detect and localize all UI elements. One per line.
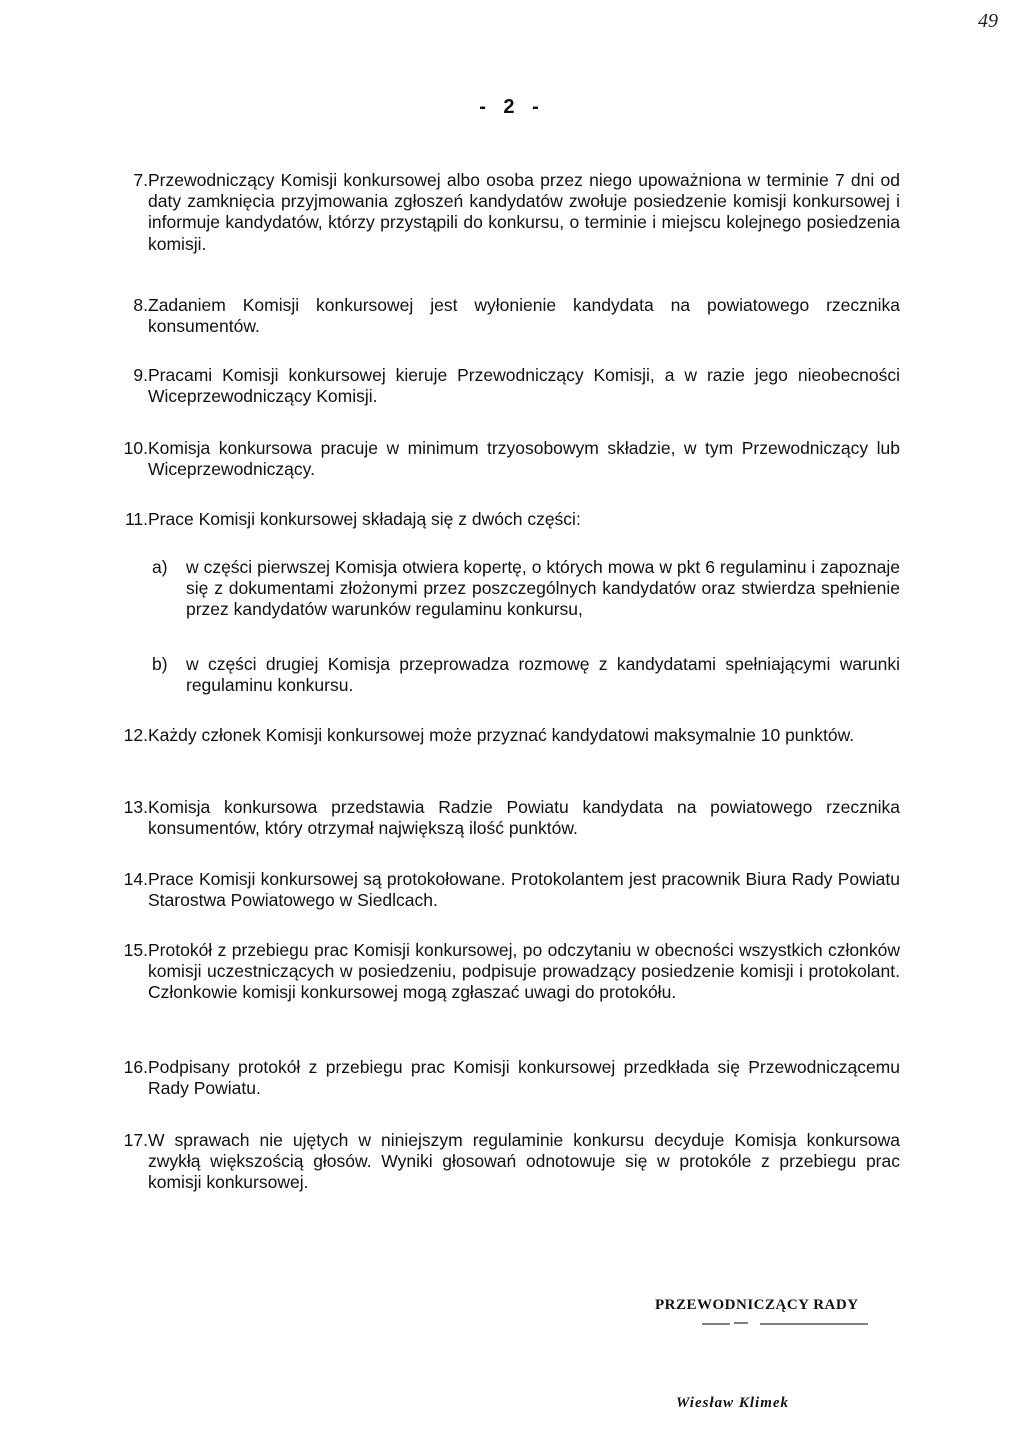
signatory-name: Wiesław Klimek	[676, 1395, 790, 1411]
item-text: Prace Komisji konkursowej składają się z dwóch części:	[148, 509, 581, 529]
list-item	[110, 509, 900, 530]
item-number: 16.	[123, 1057, 148, 1077]
list-item	[110, 1130, 900, 1194]
sub-item-label: a)	[152, 557, 168, 577]
item-number: 9.	[133, 365, 148, 385]
sub-list-item	[146, 557, 900, 621]
item-text: Każdy członek Komisji konkursowej może przyznać kandydatowi maksymalnie 10 punktów.	[148, 725, 855, 745]
item-number: 11.	[124, 509, 148, 529]
item-number: 7.	[133, 170, 148, 190]
sub-item-text: w części drugiej Komisja przeprowadza rozmowę z kandydatami spełniającymi warunki regulaminu konkursu.	[186, 654, 900, 696]
list-item	[110, 869, 900, 911]
sub-item-text: w części pierwszej Komisja otwiera kopertę, o których mowa w pkt 6 regulaminu i zapoznaje się z dokumentami złożonymi przez poszczególnych kandydatów oraz stwierdza spełnienie przez kandydatów warunków regulaminu konkursu,	[186, 557, 900, 620]
item-text: Podpisany protokół z przebiegu prac Komisji konkursowej przedkłada się Przewodniczącemu Rady Powiatu.	[148, 1057, 900, 1099]
item-text: Zadaniem Komisji konkursowej jest wyłonienie kandydata na powiatowego rzecznika konsumentów.	[148, 295, 900, 337]
sub-item-label: b)	[152, 654, 168, 674]
signature-title: PRZEWODNICZĄCY RADY	[655, 1297, 859, 1313]
item-text: Komisja konkursowa pracuje w minimum trzyosobowym składzie, w tym Przewodniczący lub Wiceprzewodniczący.	[148, 438, 900, 480]
item-text: Prace Komisji konkursowej są protokołowane. Protokolantem jest pracownik Biura Rady Powiatu Starostwa Powiatowego w Siedlcach.	[148, 869, 900, 911]
item-number: 14.	[123, 869, 148, 889]
page-number: - 2 -	[479, 96, 545, 118]
item-text: Pracami Komisji konkursowej kieruje Przewodniczący Komisji, a w razie jego nieobecności Wiceprzewodniczący Komisji.	[148, 365, 900, 407]
list-item	[110, 365, 900, 407]
item-number: 12.	[123, 725, 148, 745]
item-number: 10.	[123, 438, 148, 458]
item-number: 8.	[133, 295, 148, 315]
spacer	[0, 690, 1024, 691]
item-text: W sprawach nie ujętych w niniejszym regulaminie konkursu decyduje Komisja konkursowa zwykłą większością głosów. Wyniki głosowań odnotowuje się w protokóle z przebiegu prac komisji konkursowej.	[148, 1130, 900, 1193]
list-item	[110, 438, 900, 480]
item-number: 13.	[123, 797, 148, 817]
list-item	[110, 170, 900, 255]
item-text: Przewodniczący Komisji konkursowej albo osoba przez niego upoważniona w terminie 7 dni od daty zamknięcia przyjmowania zgłoszeń kandydatów zwołuje posiedzenie komisji konkursowej i informuje kandydatów, którzy przystąpili do konkursu, o terminie i miejscu kolejnego posiedzenia komisji.	[148, 170, 900, 254]
list-item	[110, 295, 900, 337]
list-item	[110, 797, 900, 839]
list-item	[110, 1057, 900, 1099]
item-number: 17.	[123, 1130, 148, 1150]
signature-line	[700, 1318, 870, 1328]
item-number: 15.	[123, 940, 148, 960]
item-text: Komisja konkursowa przedstawia Radzie Powiatu kandydata na powiatowego rzecznika konsumentów, który otrzymał największą ilość punktów.	[148, 797, 900, 839]
list-item	[110, 725, 900, 746]
list-item	[110, 940, 900, 1004]
handwritten-page-mark: 49	[978, 10, 998, 32]
item-text: Protokół z przebiegu prac Komisji konkursowej, po odczytaniu w obecności wszystkich członków komisji uczestniczących w posiedzeniu, podpisuje prowadzący posiedzenie komisji i protokolant. Członkowie komisji konkursowej mogą zgłaszać uwagi do protokółu.	[148, 940, 900, 1003]
